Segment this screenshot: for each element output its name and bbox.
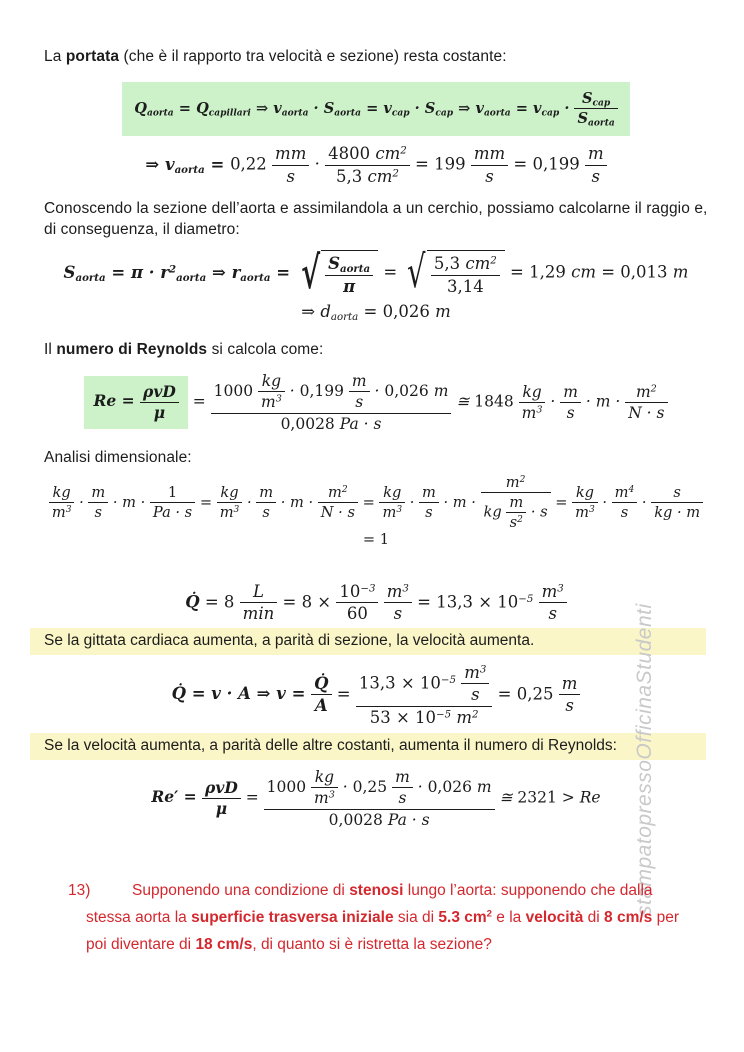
problem-13-text: Supponendo una condizione di stenosi lungo l’aorta: supponendo che dalla stessa aorta la superficie trasversa iniziale sia di 5.3 $cm^2$ e la velocità di 8 cm/s per poi diventare di 18 cm/s, di quanto si è ristretta la sezione? [86, 881, 680, 953]
formula-continuity-row [44, 82, 708, 136]
formula-reynolds-prime: Re′ = $\frac{\text{ρvD}}{\mu}$ = 1000 $\frac{kg}{m^3}$ · 0,25 $\frac{m}{s}$ · 0,026 m 0,0028 Pa · s ≅ 2321 > Re [151, 768, 601, 829]
paragraph-numero-reynolds: Il numero di Reynolds si calcola come: [44, 340, 324, 358]
problem-13-number: 13) [68, 881, 91, 899]
formula-velocita: Q̇ = v · A ⇒ v = $\frac{Q̇}{A}$ = $13,3 \times 10^{-5}$ $\frac{m^3}{s}$ $53 \times 10^{-5}$ $m^2$ = 0,25 $\frac{m}{s}$ [44, 663, 708, 727]
formula-diametro-aorta: ⇒ $d_{aorta} = 0,026$ m [301, 302, 451, 324]
formula-reynolds: Re = $\frac{\text{ρvD}}{\mu}$ = 1000 $\frac{kg}{m^3}$ · 0,199 $\frac{m}{s}$ · 0,026 m 0,0028 Pa · s ≅ 1848 $\frac{kg}{m^3}$ · $\frac{m}{s}$ · m · $\frac{m^2}{N \cdot s}$ [44, 372, 708, 433]
formula-gittata-cardiaca: Q̇ = 8 $\frac{L}{\min}$ = 8 × $\frac{10^{-3}}{60}$ $\frac{m^3}{s}$ = $13,3 \times 10^{-5}$ $\frac{m^3}{s}$ [44, 582, 708, 624]
problem-13 [68, 877, 708, 958]
formula-analisi-dimensionale: $\frac{kg}{m^3}$ · $\frac{m}{s}$ · m · $\frac{1}{Pa \cdot s}$ = $\frac{kg}{m^3}$ · $\frac{m}{s}$ · m · $\frac{m^2}{N \cdot s}$ = $\frac{kg}{m^3}$ · $\frac{m}{s}$ · m · $m^2$ kg $\frac{m}{s^2}$ · s = $\frac{kg}{m^3}$ · $\frac{m^4}{s}$ · $\frac{s}{kg \cdot m}$ = 1 [44, 474, 708, 550]
formula-v-aorta: ⇒ $v_{aorta} = 0,22$ $\frac{mm}{s}$ · $\frac{4800 cm^2}{5,3 cm^2}$ = 199 $\frac{mm}{s}$ = 0,199 $\frac{m}{s}$ [44, 144, 708, 186]
formula-raggio-aorta: $S_{aorta} = \pi \cdot r^2_{aorta}$ ⇒ $r_{aorta}$ = √ $\frac{S_{aorta}}{\pi}$ = √ $\frac{5,3 cm^2}{3,14}$ = 1,29 cm = 0,013 m [63, 246, 689, 300]
highlight-gittata-aumenta: Se la gittata cardiaca aumenta, a parità di sezione, la velocità aumenta. [30, 628, 706, 655]
paragraph-analisi-dimensionale: Analisi dimensionale: [44, 448, 192, 466]
paragraph-sezione-aorta: Conoscendo la sezione dell’aorta e assimilandola a un cerchio, possiamo calcolarne il raggio e, di conseguenza, il diametro: [44, 200, 708, 239]
highlight-velocita-aumenta: Se la velocità aumenta, a parità delle altre costanti, aumenta il numero di Reynolds: [30, 733, 706, 760]
watermark-text: stampatopressoOfficinaStudenti [633, 603, 656, 916]
paragraph-portata: La portata (che è il rapporto tra velocità e sezione) resta costante: [44, 48, 507, 65]
formula-continuity: $Q_{aorta} = Q_{capillari}$ ⇒ $v_{aorta} \cdot S_{aorta} = v_{cap} \cdot S_{cap}$ ⇒ $v_{aorta} = v_{cap}$ · $\frac{S_{cap}}{S_{aorta}}$ [122, 82, 630, 136]
